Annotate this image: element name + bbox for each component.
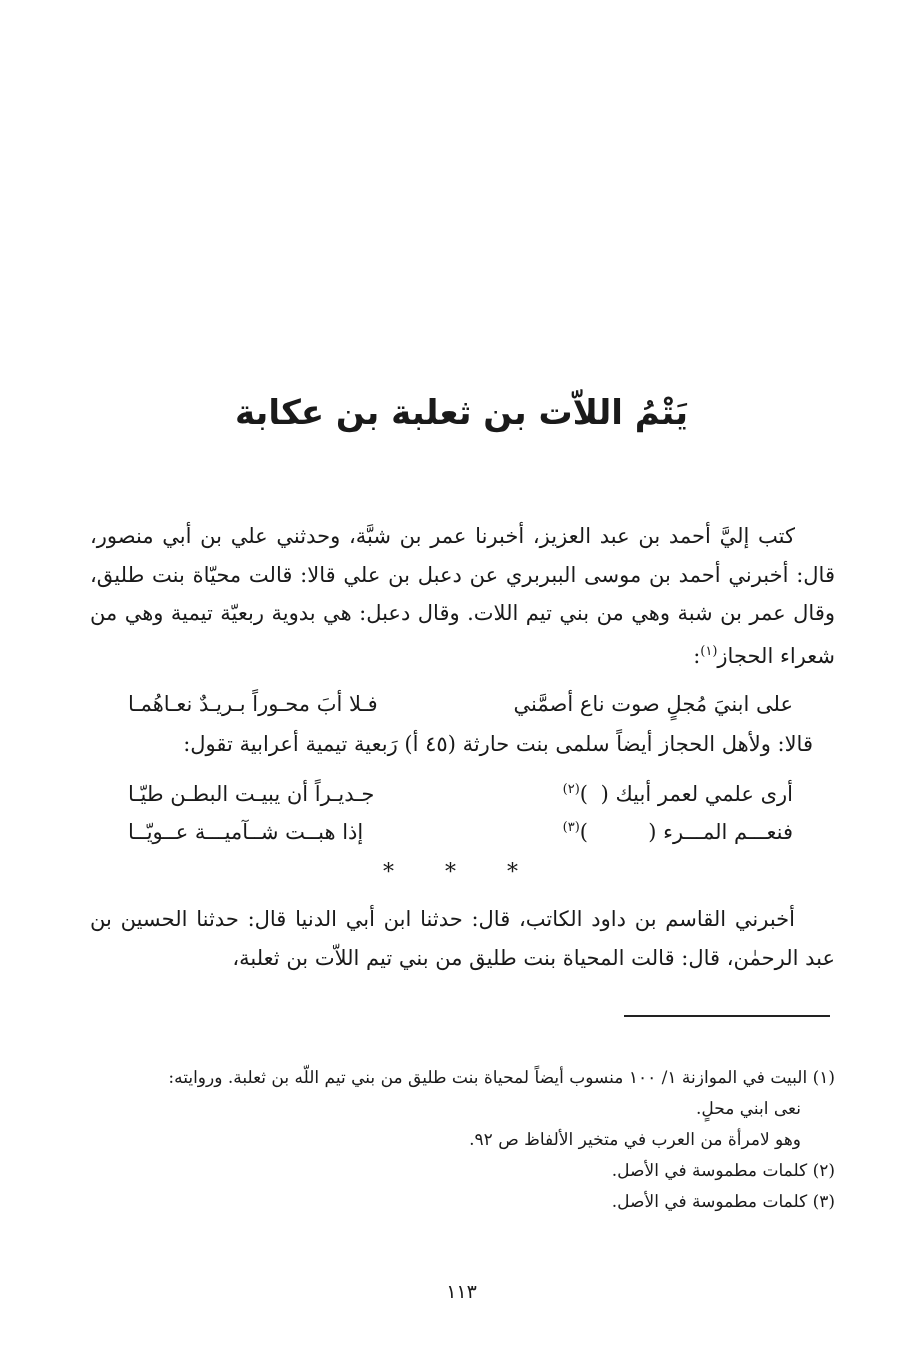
verse-1-second-hemistich: فـلا أبَ محـوراً بـريـدٌ نعـاهُمـا bbox=[128, 692, 378, 716]
verse-line-2 bbox=[128, 776, 793, 812]
footnote-1: (١) البيت في الموازنة ١/ ١٠٠ منسوب أيضاً لمحياة بنت طليق من بني تيم اللّه بن ثعلبة. وروايته: bbox=[168, 1068, 835, 1088]
verse-2-gap bbox=[563, 776, 588, 812]
footnote-1-source: وهو لامرأة من العرب في متخير الألفاظ ص ٩٢. bbox=[469, 1130, 801, 1150]
opening-paragraph-text: كتب إليَّ أحمد بن عبد العزيز، أخبرنا عمر بن شبَّة، وحدثني علي بن أبي منصور، قال: أخبرني أحمد بن موسى الببربري عن دعبل بن علي قالا: قالت محيّاة بنت طليق، وقال عمر بن شبة وهي من بني تيم اللات. وقال دعبل: هي بدوية ربعيّة تيمية وهي من شعراء الحجاز bbox=[90, 524, 835, 668]
footnote-1-quote: نعى ابني محلٍ. bbox=[695, 1099, 801, 1119]
verse-3-gap bbox=[563, 814, 588, 850]
footnote-2: (٢) كلمات مطموسة في الأصل. bbox=[611, 1161, 835, 1181]
footnote-divider bbox=[624, 1015, 830, 1017]
verse-2-second-hemistich: جـديـراً أن يبيـت البطـن طيّـا bbox=[128, 782, 375, 806]
verse-1-first-hemistich: على ابنيَ مُجلٍ صوت ناع أصمَّني bbox=[513, 692, 793, 716]
footnote-ref-1: (١) bbox=[700, 643, 718, 659]
footnote-ref-2: (٢) bbox=[562, 782, 580, 797]
chapter-title: يَتْمُ اللاّت بن ثعلبة بن عكابة bbox=[234, 393, 689, 433]
footnote-ref-3: (٣) bbox=[562, 820, 580, 835]
verse-3-second-hemistich: إذا هبــت شــآميـــة عــويّــا bbox=[128, 820, 364, 844]
section-separator: * * * bbox=[383, 860, 540, 885]
verse-2-first-hemistich: أرى علمي لعمر أبيك ( bbox=[600, 782, 793, 806]
verse-3-first-hemistich: فنعـــم المـــرء ( bbox=[648, 820, 793, 844]
verse-line-3 bbox=[128, 814, 793, 850]
opening-paragraph-end: : bbox=[693, 643, 701, 668]
verse-2-gap-close: ) bbox=[579, 782, 588, 806]
closing-paragraph: أخبرني القاسم بن داود الكاتب، قال: حدثنا ابن أبي الدنيا قال: حدثنا الحسين بن عبد الرحمٰن، قال: قالت المحياة بنت طليق من بني تيم اللاّت بن ثعلبة، bbox=[90, 907, 835, 970]
footnote-3: (٣) كلمات مطموسة في الأصل. bbox=[611, 1192, 835, 1212]
verse-line-1 bbox=[128, 686, 793, 722]
narration-line: قالا: ولأهل الحجاز أيضاً سلمى بنت حارثة (٤٥ أ) رَبعية تيمية أعرابية تقول: bbox=[183, 732, 813, 756]
verse-3-gap-close: ) bbox=[579, 820, 588, 844]
page-number: ١١٣ bbox=[446, 1281, 477, 1303]
footnotes bbox=[90, 1063, 835, 1218]
opening-paragraph bbox=[90, 517, 835, 675]
